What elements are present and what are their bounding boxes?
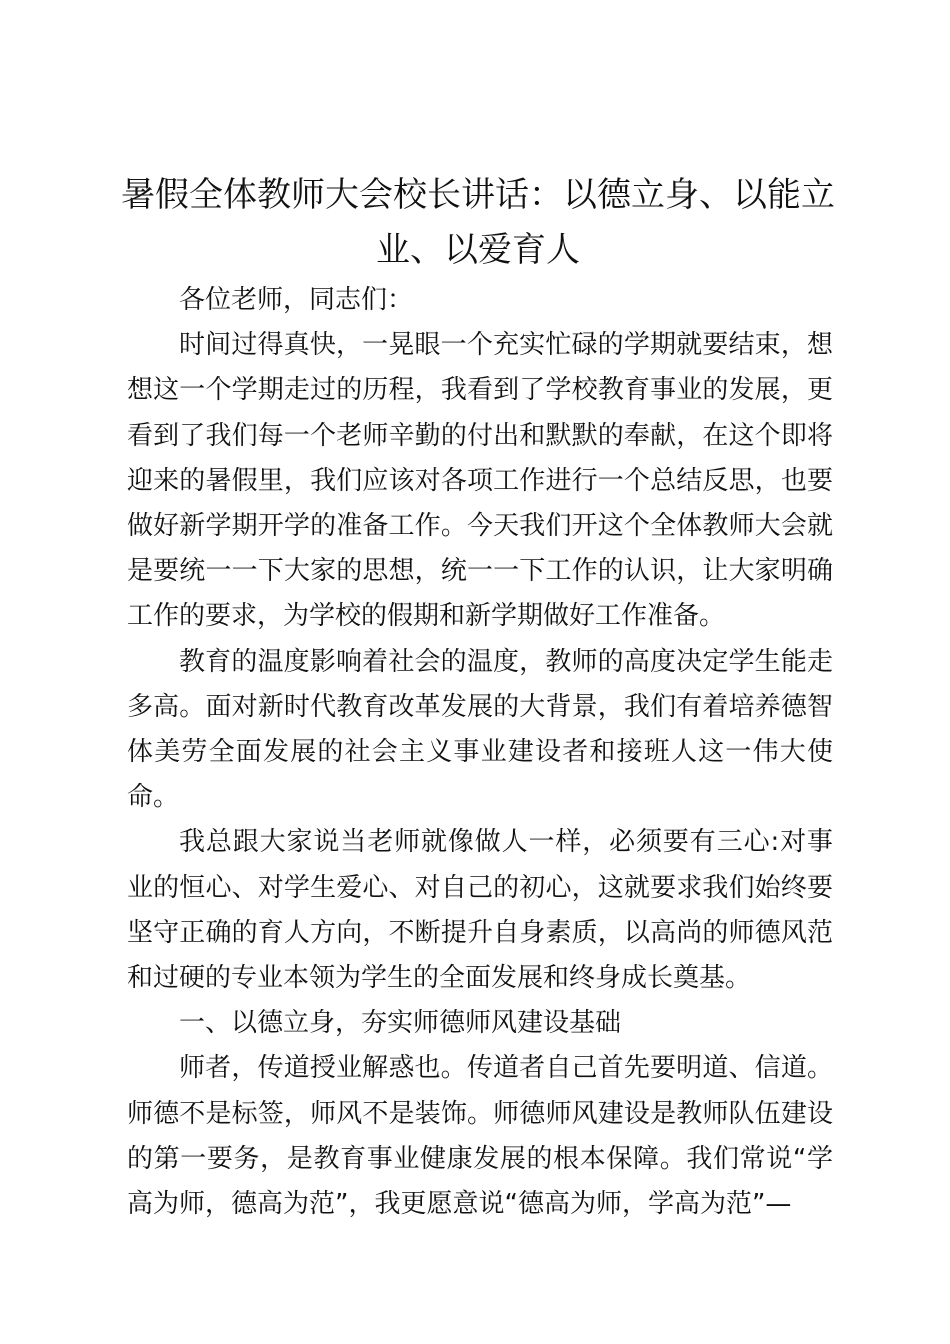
intro-paragraph: 时间过得真快，一晃眼一个充实忙碌的学期就要结束，想想这一个学期走过的历程，我看到了学校教育事业的发展，更看到了我们每一个老师辛勤的付出和默默的奉献，在这个即将迎来的暑假里，我们应该对各项工作进行一个总结反思，也要做好新学期开学的准备工作。今天我们开这个全体教师大会就是要统一一下大家的思想，统一一下工作的认识，让大家明确工作的要求，为学校的假期和新学期做好工作准备。 xyxy=(127,330,833,632)
document-body xyxy=(127,278,833,1227)
section-heading: 一、以德立身，夯实师德师风建设基础 xyxy=(179,1008,622,1039)
three-hearts-paragraph: 我总跟大家说当老师就像做人一样，必须要有三心:对事业的恒心、对学生爱心、对自己的初心，这就要求我们始终要坚守正确的育人方向，不断提升自身素质，以高尚的师德风范和过硬的专业本领为学生的全面发展和终身成长奠基。 xyxy=(127,827,833,994)
document-title: 暑假全体教师大会校长讲话：以德立身、以能立业、以爱育人 xyxy=(121,175,835,270)
salutation-paragraph: 各位老师，同志们： xyxy=(179,285,414,315)
teacher-ethics-paragraph: 师者，传道授业解惑也。传道者自己首先要明道、信道。师德不是标签，师风不是装饰。师德师风建设是教师队伍建设的第一要务，是教育事业健康发展的根本保障。我们常说“学高为师，德高为范”，我更愿意说“德高为师，学高为范”— xyxy=(127,1053,833,1220)
education-warmth-paragraph: 教育的温度影响着社会的温度，教师的高度决定学生能走多高。面对新时代教育改革发展的大背景，我们有着培养德智体美劳全面发展的社会主义事业建设者和接班人这一伟大使命。 xyxy=(127,646,833,813)
